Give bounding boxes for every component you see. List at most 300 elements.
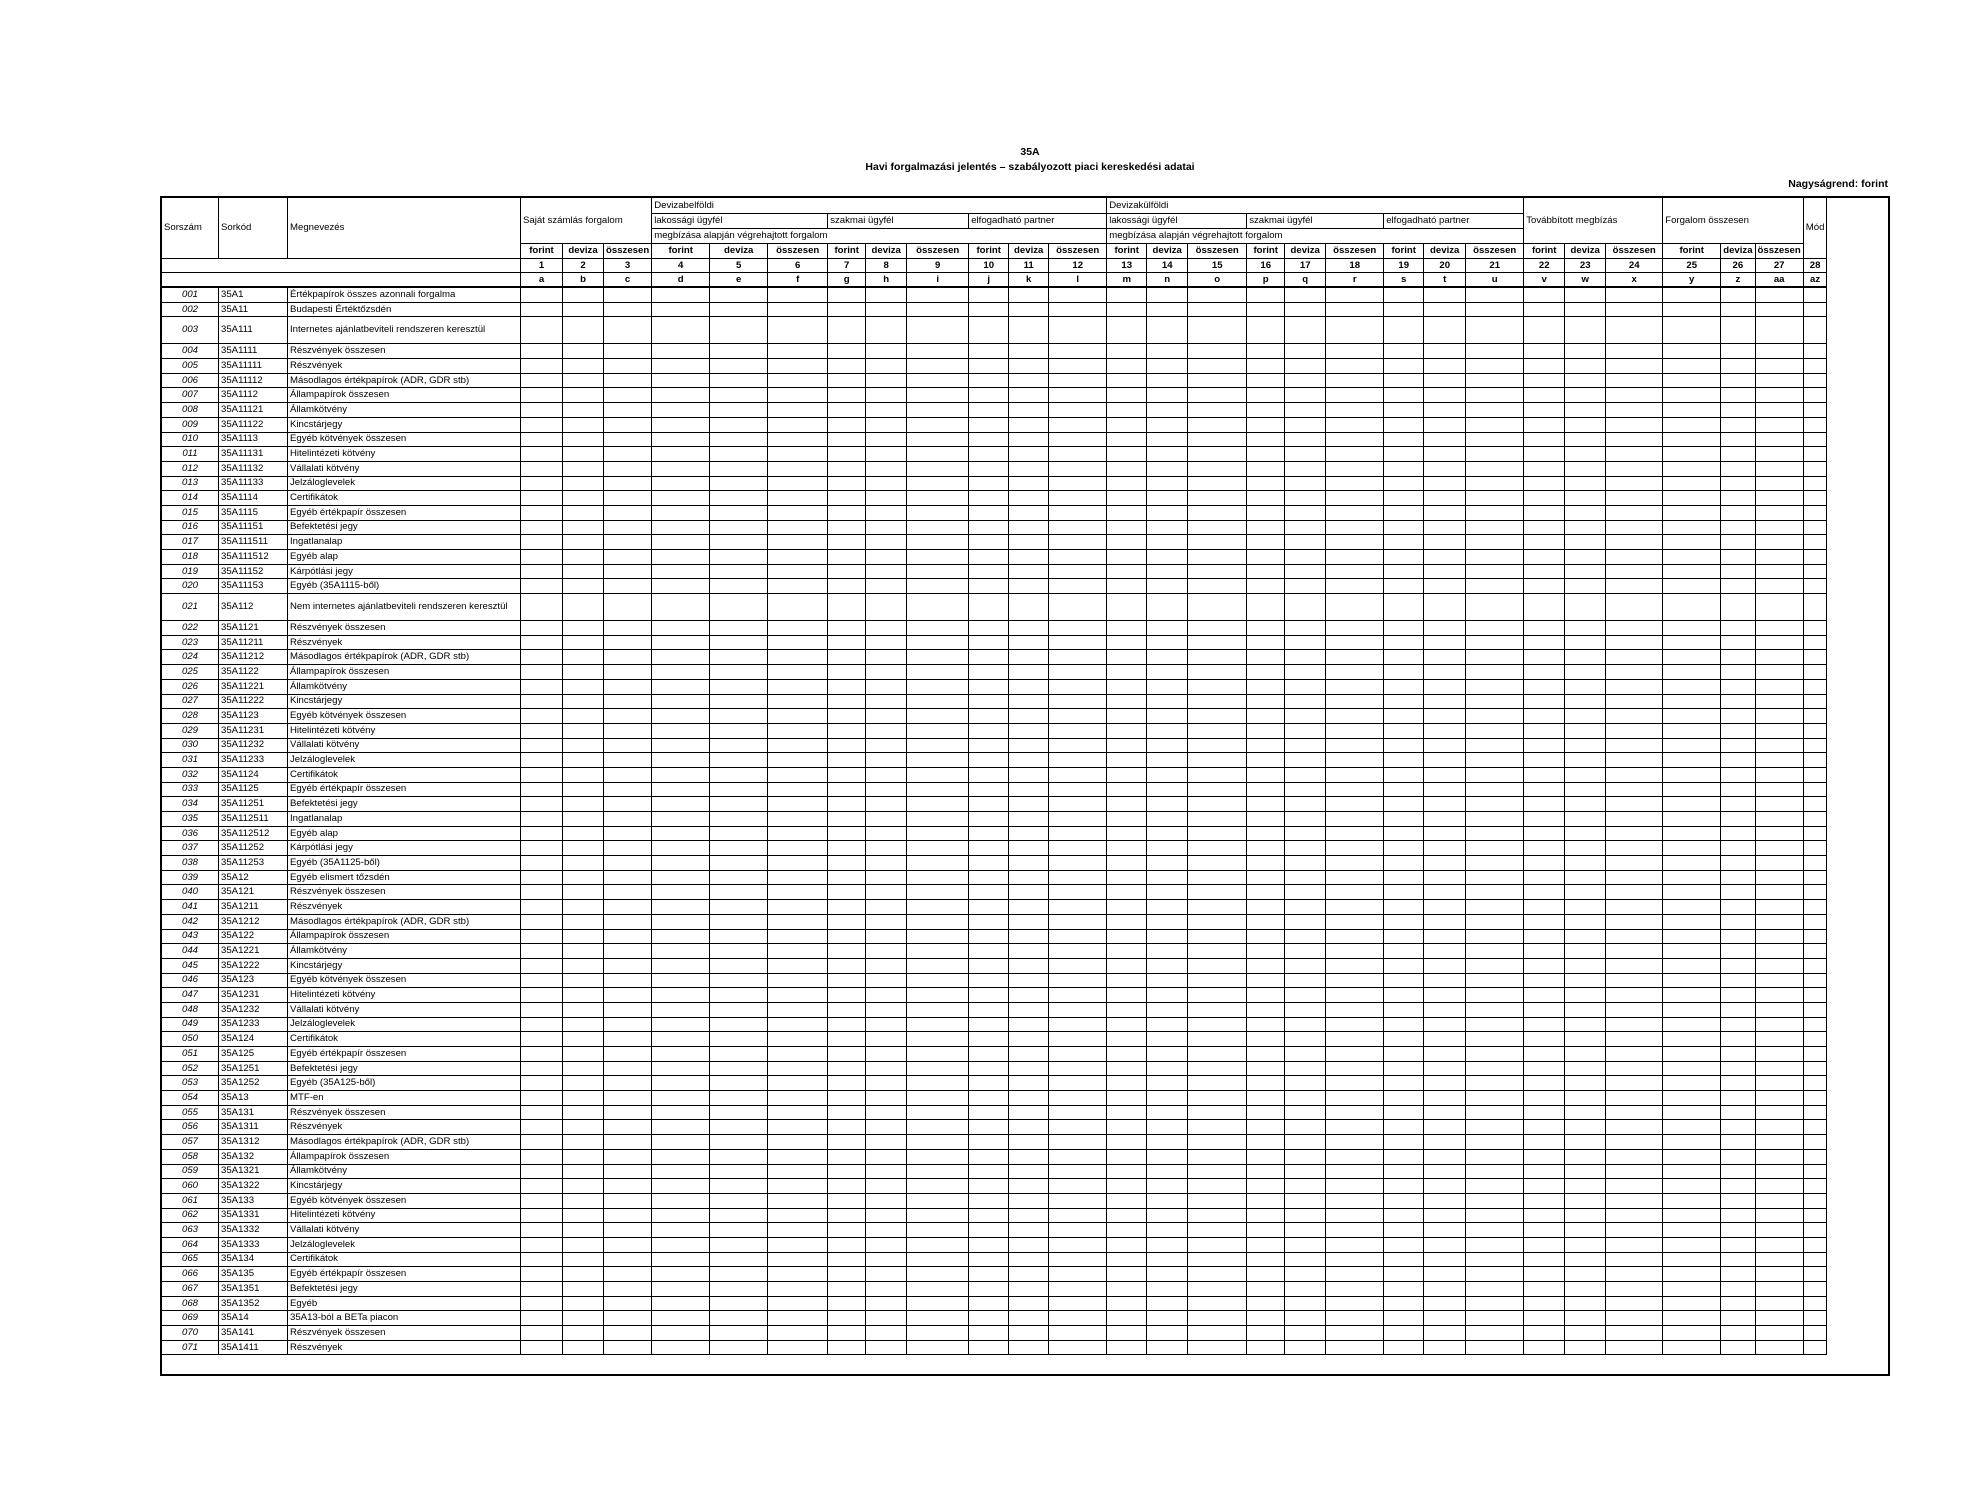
value-cell[interactable] <box>866 944 907 959</box>
value-cell[interactable] <box>652 1223 710 1238</box>
value-cell[interactable] <box>969 302 1009 317</box>
value-cell[interactable] <box>907 461 969 476</box>
value-cell[interactable] <box>1285 1135 1326 1150</box>
value-cell[interactable] <box>1606 1164 1663 1179</box>
value-cell[interactable] <box>1755 1311 1803 1326</box>
value-cell[interactable] <box>828 564 866 579</box>
value-cell[interactable] <box>710 1105 768 1120</box>
value-cell[interactable] <box>1803 373 1827 388</box>
value-cell[interactable] <box>1107 491 1147 506</box>
value-cell[interactable] <box>1606 841 1663 856</box>
value-cell[interactable] <box>866 1135 907 1150</box>
value-cell[interactable] <box>1147 1149 1188 1164</box>
value-cell[interactable] <box>563 520 604 535</box>
value-cell[interactable] <box>1247 1193 1285 1208</box>
value-cell[interactable] <box>1107 709 1147 724</box>
value-cell[interactable] <box>1466 738 1524 753</box>
value-cell[interactable] <box>1424 287 1466 302</box>
value-cell[interactable] <box>1606 973 1663 988</box>
value-cell[interactable] <box>1384 723 1424 738</box>
value-cell[interactable] <box>1755 914 1803 929</box>
value-cell[interactable] <box>969 344 1009 359</box>
value-cell[interactable] <box>1009 709 1049 724</box>
value-cell[interactable] <box>1803 1135 1827 1150</box>
value-cell[interactable] <box>1663 417 1721 432</box>
value-cell[interactable] <box>1424 1017 1466 1032</box>
value-cell[interactable] <box>907 1267 969 1282</box>
value-cell[interactable] <box>1049 1267 1107 1282</box>
value-cell[interactable] <box>1247 1311 1285 1326</box>
value-cell[interactable] <box>710 287 768 302</box>
value-cell[interactable] <box>604 1164 652 1179</box>
value-cell[interactable] <box>1803 1002 1827 1017</box>
value-cell[interactable] <box>1009 579 1049 594</box>
value-cell[interactable] <box>1803 1311 1827 1326</box>
value-cell[interactable] <box>1565 870 1606 885</box>
value-cell[interactable] <box>1326 564 1384 579</box>
value-cell[interactable] <box>1565 753 1606 768</box>
value-cell[interactable] <box>907 1193 969 1208</box>
value-cell[interactable] <box>768 579 828 594</box>
value-cell[interactable] <box>521 476 563 491</box>
value-cell[interactable] <box>828 359 866 374</box>
value-cell[interactable] <box>1009 1164 1049 1179</box>
value-cell[interactable] <box>1384 1017 1424 1032</box>
value-cell[interactable] <box>604 1223 652 1238</box>
value-cell[interactable] <box>604 579 652 594</box>
value-cell[interactable] <box>1755 621 1803 636</box>
value-cell[interactable] <box>1565 461 1606 476</box>
value-cell[interactable] <box>866 344 907 359</box>
value-cell[interactable] <box>1285 287 1326 302</box>
value-cell[interactable] <box>1247 635 1285 650</box>
value-cell[interactable] <box>1524 1135 1565 1150</box>
value-cell[interactable] <box>1565 782 1606 797</box>
value-cell[interactable] <box>1147 461 1188 476</box>
value-cell[interactable] <box>1147 1105 1188 1120</box>
value-cell[interactable] <box>1524 579 1565 594</box>
value-cell[interactable] <box>1009 782 1049 797</box>
value-cell[interactable] <box>1049 1149 1107 1164</box>
value-cell[interactable] <box>1326 1282 1384 1297</box>
value-cell[interactable] <box>1247 1164 1285 1179</box>
value-cell[interactable] <box>907 535 969 550</box>
value-cell[interactable] <box>563 287 604 302</box>
value-cell[interactable] <box>1326 1223 1384 1238</box>
value-cell[interactable] <box>1803 1076 1827 1091</box>
value-cell[interactable] <box>521 621 563 636</box>
value-cell[interactable] <box>1384 1105 1424 1120</box>
value-cell[interactable] <box>1424 1032 1466 1047</box>
value-cell[interactable] <box>1285 767 1326 782</box>
value-cell[interactable] <box>828 535 866 550</box>
value-cell[interactable] <box>1049 914 1107 929</box>
value-cell[interactable] <box>1285 1017 1326 1032</box>
value-cell[interactable] <box>1466 1017 1524 1032</box>
value-cell[interactable] <box>1009 1149 1049 1164</box>
value-cell[interactable] <box>604 870 652 885</box>
value-cell[interactable] <box>1384 594 1424 621</box>
value-cell[interactable] <box>1755 1017 1803 1032</box>
value-cell[interactable] <box>1565 1208 1606 1223</box>
value-cell[interactable] <box>652 753 710 768</box>
value-cell[interactable] <box>1524 373 1565 388</box>
value-cell[interactable] <box>1107 1002 1147 1017</box>
value-cell[interactable] <box>866 782 907 797</box>
value-cell[interactable] <box>1803 900 1827 915</box>
value-cell[interactable] <box>768 1252 828 1267</box>
value-cell[interactable] <box>1424 797 1466 812</box>
value-cell[interactable] <box>1524 782 1565 797</box>
value-cell[interactable] <box>563 944 604 959</box>
value-cell[interactable] <box>1466 1208 1524 1223</box>
value-cell[interactable] <box>1565 535 1606 550</box>
value-cell[interactable] <box>1049 302 1107 317</box>
value-cell[interactable] <box>1424 929 1466 944</box>
value-cell[interactable] <box>907 709 969 724</box>
value-cell[interactable] <box>1384 665 1424 680</box>
value-cell[interactable] <box>1565 302 1606 317</box>
value-cell[interactable] <box>1803 797 1827 812</box>
value-cell[interactable] <box>604 1311 652 1326</box>
value-cell[interactable] <box>969 1252 1009 1267</box>
value-cell[interactable] <box>1466 1120 1524 1135</box>
value-cell[interactable] <box>521 767 563 782</box>
value-cell[interactable] <box>1466 870 1524 885</box>
value-cell[interactable] <box>1803 650 1827 665</box>
value-cell[interactable] <box>652 579 710 594</box>
value-cell[interactable] <box>1663 826 1721 841</box>
value-cell[interactable] <box>1188 1017 1247 1032</box>
value-cell[interactable] <box>1466 505 1524 520</box>
value-cell[interactable] <box>1147 753 1188 768</box>
value-cell[interactable] <box>1285 550 1326 565</box>
value-cell[interactable] <box>521 550 563 565</box>
value-cell[interactable] <box>1188 550 1247 565</box>
value-cell[interactable] <box>1424 1237 1466 1252</box>
value-cell[interactable] <box>1188 665 1247 680</box>
value-cell[interactable] <box>521 870 563 885</box>
value-cell[interactable] <box>710 461 768 476</box>
value-cell[interactable] <box>1147 417 1188 432</box>
value-cell[interactable] <box>1147 665 1188 680</box>
value-cell[interactable] <box>828 973 866 988</box>
value-cell[interactable] <box>521 491 563 506</box>
value-cell[interactable] <box>1147 1091 1188 1106</box>
value-cell[interactable] <box>1803 1149 1827 1164</box>
value-cell[interactable] <box>1147 870 1188 885</box>
value-cell[interactable] <box>1188 1149 1247 1164</box>
value-cell[interactable] <box>1247 505 1285 520</box>
value-cell[interactable] <box>969 782 1009 797</box>
value-cell[interactable] <box>1721 621 1755 636</box>
value-cell[interactable] <box>1049 403 1107 418</box>
value-cell[interactable] <box>1755 417 1803 432</box>
value-cell[interactable] <box>768 476 828 491</box>
value-cell[interactable] <box>1755 388 1803 403</box>
value-cell[interactable] <box>1009 856 1049 871</box>
value-cell[interactable] <box>1755 432 1803 447</box>
value-cell[interactable] <box>1147 1135 1188 1150</box>
value-cell[interactable] <box>1721 403 1755 418</box>
value-cell[interactable] <box>866 1017 907 1032</box>
value-cell[interactable] <box>1424 767 1466 782</box>
value-cell[interactable] <box>1049 1296 1107 1311</box>
value-cell[interactable] <box>1384 900 1424 915</box>
value-cell[interactable] <box>1606 870 1663 885</box>
value-cell[interactable] <box>969 579 1009 594</box>
value-cell[interactable] <box>710 900 768 915</box>
value-cell[interactable] <box>1009 317 1049 344</box>
value-cell[interactable] <box>1606 461 1663 476</box>
value-cell[interactable] <box>521 856 563 871</box>
value-cell[interactable] <box>1326 403 1384 418</box>
value-cell[interactable] <box>563 738 604 753</box>
value-cell[interactable] <box>1384 1032 1424 1047</box>
value-cell[interactable] <box>1188 388 1247 403</box>
value-cell[interactable] <box>710 988 768 1003</box>
value-cell[interactable] <box>1721 505 1755 520</box>
value-cell[interactable] <box>521 958 563 973</box>
value-cell[interactable] <box>710 812 768 827</box>
value-cell[interactable] <box>1606 373 1663 388</box>
value-cell[interactable] <box>1188 403 1247 418</box>
value-cell[interactable] <box>604 841 652 856</box>
value-cell[interactable] <box>1524 432 1565 447</box>
value-cell[interactable] <box>1606 1061 1663 1076</box>
value-cell[interactable] <box>1721 988 1755 1003</box>
value-cell[interactable] <box>969 550 1009 565</box>
value-cell[interactable] <box>604 621 652 636</box>
value-cell[interactable] <box>1663 738 1721 753</box>
value-cell[interactable] <box>1803 694 1827 709</box>
value-cell[interactable] <box>1755 753 1803 768</box>
value-cell[interactable] <box>1524 709 1565 724</box>
value-cell[interactable] <box>1524 929 1565 944</box>
value-cell[interactable] <box>1049 317 1107 344</box>
value-cell[interactable] <box>1721 1282 1755 1297</box>
value-cell[interactable] <box>1285 812 1326 827</box>
value-cell[interactable] <box>1524 679 1565 694</box>
value-cell[interactable] <box>1247 738 1285 753</box>
value-cell[interactable] <box>969 1135 1009 1150</box>
value-cell[interactable] <box>1049 900 1107 915</box>
value-cell[interactable] <box>969 491 1009 506</box>
value-cell[interactable] <box>907 856 969 871</box>
value-cell[interactable] <box>1247 885 1285 900</box>
value-cell[interactable] <box>1009 1223 1049 1238</box>
value-cell[interactable] <box>1009 1179 1049 1194</box>
value-cell[interactable] <box>1803 841 1827 856</box>
value-cell[interactable] <box>604 461 652 476</box>
value-cell[interactable] <box>1565 1061 1606 1076</box>
value-cell[interactable] <box>1424 1149 1466 1164</box>
value-cell[interactable] <box>828 1017 866 1032</box>
value-cell[interactable] <box>1247 461 1285 476</box>
value-cell[interactable] <box>768 1311 828 1326</box>
value-cell[interactable] <box>1326 1061 1384 1076</box>
value-cell[interactable] <box>1107 1032 1147 1047</box>
value-cell[interactable] <box>563 1208 604 1223</box>
value-cell[interactable] <box>969 1208 1009 1223</box>
value-cell[interactable] <box>1565 944 1606 959</box>
value-cell[interactable] <box>866 302 907 317</box>
value-cell[interactable] <box>1663 753 1721 768</box>
value-cell[interactable] <box>768 1340 828 1355</box>
value-cell[interactable] <box>710 738 768 753</box>
value-cell[interactable] <box>1466 679 1524 694</box>
value-cell[interactable] <box>710 344 768 359</box>
value-cell[interactable] <box>1565 988 1606 1003</box>
value-cell[interactable] <box>710 635 768 650</box>
value-cell[interactable] <box>1009 447 1049 462</box>
value-cell[interactable] <box>1285 885 1326 900</box>
value-cell[interactable] <box>1049 579 1107 594</box>
value-cell[interactable] <box>768 1061 828 1076</box>
value-cell[interactable] <box>1009 973 1049 988</box>
value-cell[interactable] <box>1606 388 1663 403</box>
value-cell[interactable] <box>1049 1223 1107 1238</box>
value-cell[interactable] <box>652 1135 710 1150</box>
value-cell[interactable] <box>969 1076 1009 1091</box>
value-cell[interactable] <box>969 505 1009 520</box>
value-cell[interactable] <box>1285 621 1326 636</box>
value-cell[interactable] <box>1466 1002 1524 1017</box>
value-cell[interactable] <box>1721 767 1755 782</box>
value-cell[interactable] <box>1606 635 1663 650</box>
value-cell[interactable] <box>1326 958 1384 973</box>
value-cell[interactable] <box>1755 679 1803 694</box>
value-cell[interactable] <box>1424 388 1466 403</box>
value-cell[interactable] <box>1107 1193 1147 1208</box>
value-cell[interactable] <box>1384 885 1424 900</box>
value-cell[interactable] <box>768 1267 828 1282</box>
value-cell[interactable] <box>866 317 907 344</box>
value-cell[interactable] <box>1663 1061 1721 1076</box>
value-cell[interactable] <box>1606 679 1663 694</box>
value-cell[interactable] <box>1107 635 1147 650</box>
value-cell[interactable] <box>969 1164 1009 1179</box>
value-cell[interactable] <box>969 1193 1009 1208</box>
value-cell[interactable] <box>652 944 710 959</box>
value-cell[interactable] <box>1188 1164 1247 1179</box>
value-cell[interactable] <box>907 944 969 959</box>
value-cell[interactable] <box>1524 812 1565 827</box>
value-cell[interactable] <box>1247 650 1285 665</box>
value-cell[interactable] <box>1247 1223 1285 1238</box>
value-cell[interactable] <box>866 491 907 506</box>
value-cell[interactable] <box>768 373 828 388</box>
value-cell[interactable] <box>521 302 563 317</box>
value-cell[interactable] <box>563 870 604 885</box>
value-cell[interactable] <box>1107 723 1147 738</box>
value-cell[interactable] <box>1384 564 1424 579</box>
value-cell[interactable] <box>1803 317 1827 344</box>
value-cell[interactable] <box>1285 841 1326 856</box>
value-cell[interactable] <box>866 359 907 374</box>
value-cell[interactable] <box>710 432 768 447</box>
value-cell[interactable] <box>1107 1061 1147 1076</box>
value-cell[interactable] <box>563 344 604 359</box>
value-cell[interactable] <box>1803 723 1827 738</box>
value-cell[interactable] <box>1384 1326 1424 1341</box>
value-cell[interactable] <box>563 564 604 579</box>
value-cell[interactable] <box>1803 929 1827 944</box>
value-cell[interactable] <box>1188 1047 1247 1062</box>
value-cell[interactable] <box>866 738 907 753</box>
value-cell[interactable] <box>1803 491 1827 506</box>
value-cell[interactable] <box>969 738 1009 753</box>
value-cell[interactable] <box>1606 856 1663 871</box>
value-cell[interactable] <box>1326 1135 1384 1150</box>
value-cell[interactable] <box>563 373 604 388</box>
value-cell[interactable] <box>866 594 907 621</box>
value-cell[interactable] <box>1147 1340 1188 1355</box>
value-cell[interactable] <box>1466 1105 1524 1120</box>
value-cell[interactable] <box>1565 1076 1606 1091</box>
value-cell[interactable] <box>1565 826 1606 841</box>
value-cell[interactable] <box>1424 1135 1466 1150</box>
value-cell[interactable] <box>768 403 828 418</box>
value-cell[interactable] <box>768 900 828 915</box>
value-cell[interactable] <box>1326 476 1384 491</box>
value-cell[interactable] <box>652 621 710 636</box>
value-cell[interactable] <box>1049 1193 1107 1208</box>
value-cell[interactable] <box>521 812 563 827</box>
value-cell[interactable] <box>1565 694 1606 709</box>
value-cell[interactable] <box>1009 1091 1049 1106</box>
value-cell[interactable] <box>1326 1208 1384 1223</box>
value-cell[interactable] <box>969 1105 1009 1120</box>
value-cell[interactable] <box>521 344 563 359</box>
value-cell[interactable] <box>652 914 710 929</box>
value-cell[interactable] <box>1803 1223 1827 1238</box>
value-cell[interactable] <box>1606 812 1663 827</box>
value-cell[interactable] <box>710 535 768 550</box>
value-cell[interactable] <box>1384 1252 1424 1267</box>
value-cell[interactable] <box>1285 709 1326 724</box>
value-cell[interactable] <box>1755 900 1803 915</box>
value-cell[interactable] <box>710 1120 768 1135</box>
value-cell[interactable] <box>1049 1208 1107 1223</box>
value-cell[interactable] <box>1466 1311 1524 1326</box>
value-cell[interactable] <box>604 317 652 344</box>
value-cell[interactable] <box>768 635 828 650</box>
value-cell[interactable] <box>1663 782 1721 797</box>
value-cell[interactable] <box>1147 1282 1188 1297</box>
value-cell[interactable] <box>866 1340 907 1355</box>
value-cell[interactable] <box>1147 841 1188 856</box>
value-cell[interactable] <box>907 753 969 768</box>
value-cell[interactable] <box>1524 1296 1565 1311</box>
value-cell[interactable] <box>521 973 563 988</box>
value-cell[interactable] <box>768 782 828 797</box>
value-cell[interactable] <box>866 432 907 447</box>
value-cell[interactable] <box>1326 1076 1384 1091</box>
value-cell[interactable] <box>1326 665 1384 680</box>
value-cell[interactable] <box>1326 650 1384 665</box>
value-cell[interactable] <box>1285 1340 1326 1355</box>
value-cell[interactable] <box>1755 870 1803 885</box>
value-cell[interactable] <box>563 1002 604 1017</box>
value-cell[interactable] <box>1188 988 1247 1003</box>
value-cell[interactable] <box>1663 1223 1721 1238</box>
value-cell[interactable] <box>521 1091 563 1106</box>
value-cell[interactable] <box>604 723 652 738</box>
value-cell[interactable] <box>907 1311 969 1326</box>
value-cell[interactable] <box>1285 344 1326 359</box>
value-cell[interactable] <box>1326 1164 1384 1179</box>
